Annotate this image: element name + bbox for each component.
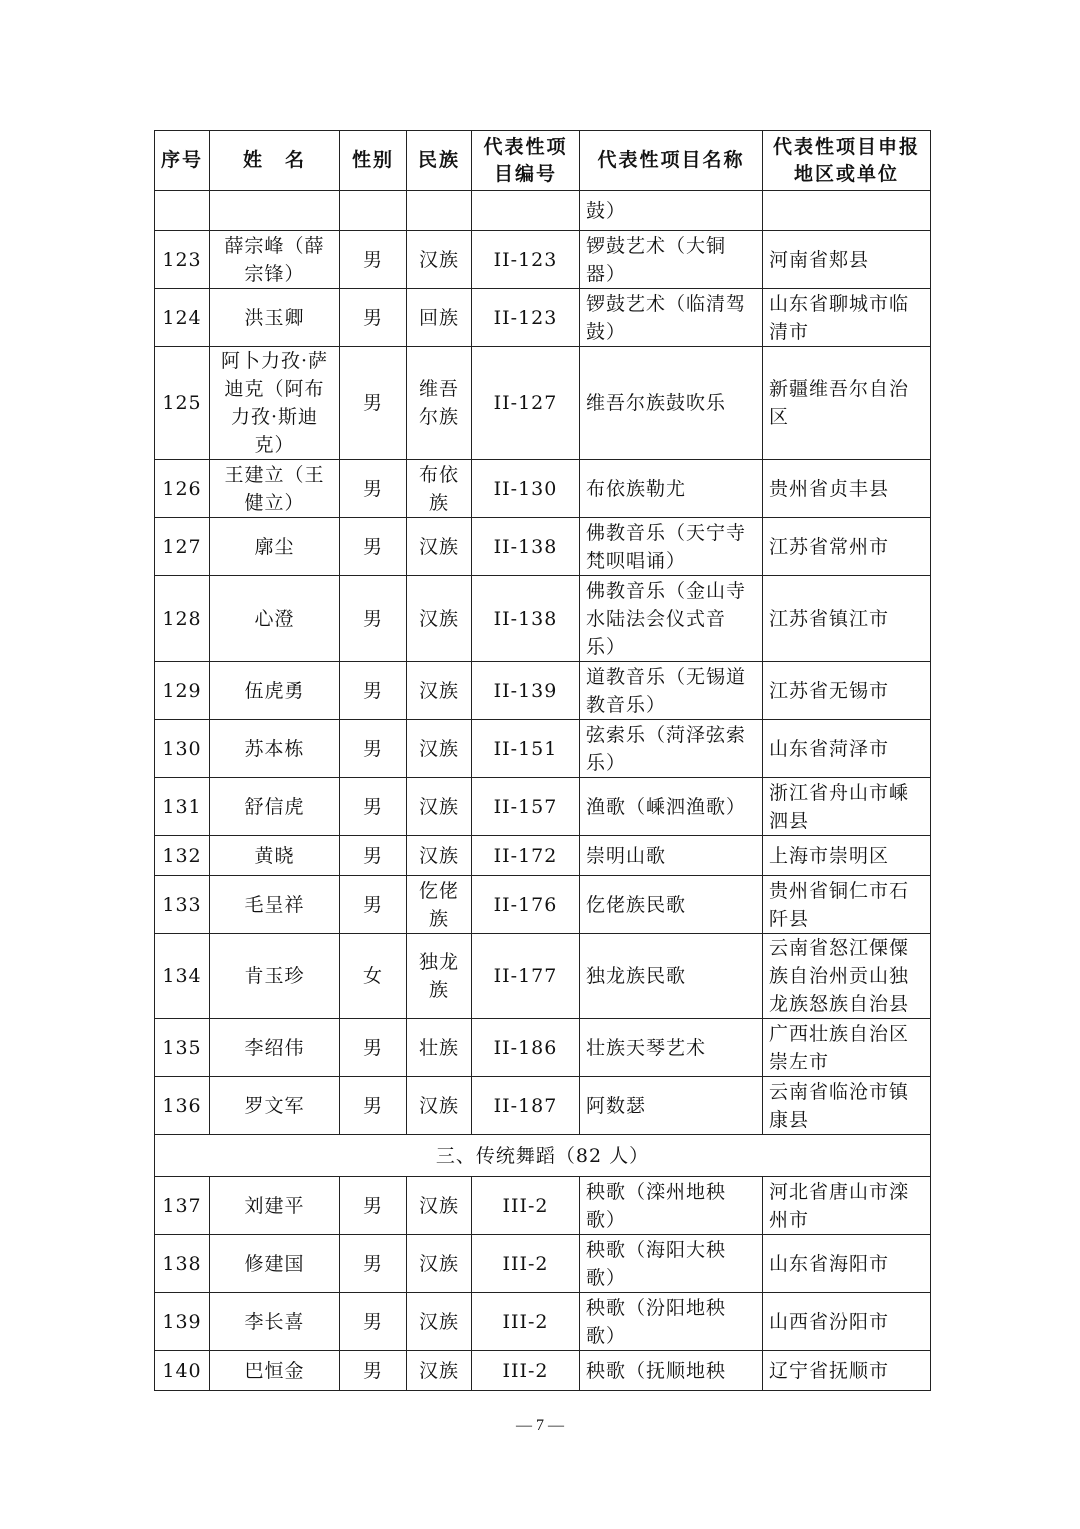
cell-region: 广西壮族自治区崇左市 (763, 1019, 931, 1077)
cell-name: 廓尘 (210, 518, 340, 576)
cell-region: 江苏省常州市 (763, 518, 931, 576)
cell-gender: 男 (340, 836, 407, 876)
table-row (155, 662, 931, 720)
cell-ethnicity: 汉族 (407, 778, 472, 836)
cell-ethnicity: 壮族 (407, 1019, 472, 1077)
cell-no: 133 (155, 876, 210, 934)
cell-region (763, 191, 931, 231)
table-row (155, 1177, 931, 1235)
cell-no: 123 (155, 231, 210, 289)
cell-name: 心澄 (210, 576, 340, 662)
cell-code: II-172 (472, 836, 580, 876)
cell-no: 130 (155, 720, 210, 778)
cell-name: 舒信虎 (210, 778, 340, 836)
table-row (155, 876, 931, 934)
cell-ethnicity: 汉族 (407, 1293, 472, 1351)
cell-no: 132 (155, 836, 210, 876)
cell-region: 上海市崇明区 (763, 836, 931, 876)
cell-name: 李长喜 (210, 1293, 340, 1351)
page-number: — 7 — (516, 1417, 564, 1434)
cell-gender: 男 (340, 1351, 407, 1391)
cell-code: II-130 (472, 460, 580, 518)
cell-region: 贵州省铜仁市石阡县 (763, 876, 931, 934)
cell-code: II-186 (472, 1019, 580, 1077)
table-row (155, 347, 931, 460)
cell-project: 秧歌（抚顺地秧 (580, 1351, 763, 1391)
cell-name: 毛呈祥 (210, 876, 340, 934)
cell-project: 弦索乐（菏泽弦索乐） (580, 720, 763, 778)
cell-no: 139 (155, 1293, 210, 1351)
cell-project: 秧歌（汾阳地秧歌） (580, 1293, 763, 1351)
cell-gender: 男 (340, 778, 407, 836)
cell-project: 渔歌（嵊泗渔歌） (580, 778, 763, 836)
heritage-inheritors-table (154, 130, 931, 1391)
cell-name: 修建国 (210, 1235, 340, 1293)
cell-ethnicity: 维吾尔族 (407, 347, 472, 460)
cell-code: II-127 (472, 347, 580, 460)
cell-name (210, 191, 340, 231)
table-body (155, 191, 931, 1391)
cell-project: 壮族天琴艺术 (580, 1019, 763, 1077)
table-row (155, 460, 931, 518)
cell-region: 云南省怒江傈僳族自治州贡山独龙族怒族自治县 (763, 934, 931, 1019)
table-row (155, 1293, 931, 1351)
cell-region: 浙江省舟山市嵊泗县 (763, 778, 931, 836)
cell-name: 薛宗峰（薛宗锋） (210, 231, 340, 289)
cell-region: 河北省唐山市滦州市 (763, 1177, 931, 1235)
cell-project: 鼓） (580, 191, 763, 231)
cell-project: 独龙族民歌 (580, 934, 763, 1019)
cell-gender: 男 (340, 289, 407, 347)
cell-no: 128 (155, 576, 210, 662)
cell-name: 李绍伟 (210, 1019, 340, 1077)
cell-gender: 男 (340, 876, 407, 934)
cell-project: 阿数瑟 (580, 1077, 763, 1135)
cell-name: 苏本栋 (210, 720, 340, 778)
cell-project: 佛教音乐（天宁寺梵呗唱诵） (580, 518, 763, 576)
cell-no: 129 (155, 662, 210, 720)
cell-code: II-138 (472, 576, 580, 662)
cell-code: II-157 (472, 778, 580, 836)
cell-code (472, 191, 580, 231)
cell-name: 洪玉卿 (210, 289, 340, 347)
cell-gender: 男 (340, 1293, 407, 1351)
cell-code: II-151 (472, 720, 580, 778)
cell-gender: 男 (340, 576, 407, 662)
cell-ethnicity: 汉族 (407, 662, 472, 720)
table-row (155, 231, 931, 289)
cell-ethnicity: 汉族 (407, 576, 472, 662)
header-code: 代表性项目编号 (472, 131, 580, 191)
cell-region: 山东省菏泽市 (763, 720, 931, 778)
cell-gender: 男 (340, 662, 407, 720)
cell-no: 134 (155, 934, 210, 1019)
cell-ethnicity: 汉族 (407, 836, 472, 876)
header-project: 代表性项目名称 (580, 131, 763, 191)
cell-ethnicity: 仡佬族 (407, 876, 472, 934)
cell-region: 山东省海阳市 (763, 1235, 931, 1293)
cell-gender: 男 (340, 518, 407, 576)
cell-region: 贵州省贞丰县 (763, 460, 931, 518)
cell-code: II-177 (472, 934, 580, 1019)
cell-ethnicity: 汉族 (407, 518, 472, 576)
table-row (155, 934, 931, 1019)
cell-project: 佛教音乐（金山寺水陆法会仪式音乐） (580, 576, 763, 662)
table-row (155, 518, 931, 576)
cell-name: 王建立（王健立） (210, 460, 340, 518)
cell-ethnicity: 汉族 (407, 1077, 472, 1135)
cell-code: III-2 (472, 1351, 580, 1391)
header-name: 姓 名 (210, 131, 340, 191)
cell-project: 崇明山歌 (580, 836, 763, 876)
cell-region: 山西省汾阳市 (763, 1293, 931, 1351)
cell-no: 127 (155, 518, 210, 576)
table-header-row (155, 131, 931, 191)
cell-no: 124 (155, 289, 210, 347)
cell-project: 锣鼓艺术（大铜器） (580, 231, 763, 289)
cell-project: 道教音乐（无锡道教音乐） (580, 662, 763, 720)
header-gender: 性别 (340, 131, 407, 191)
cell-no: 138 (155, 1235, 210, 1293)
table-row (155, 576, 931, 662)
cell-code: II-123 (472, 289, 580, 347)
cell-name: 肯玉珍 (210, 934, 340, 1019)
cell-ethnicity: 汉族 (407, 231, 472, 289)
cell-gender: 男 (340, 720, 407, 778)
cell-gender: 男 (340, 460, 407, 518)
table-row (155, 289, 931, 347)
cell-no: 136 (155, 1077, 210, 1135)
cell-gender: 男 (340, 347, 407, 460)
cell-gender: 男 (340, 1019, 407, 1077)
table-row (155, 836, 931, 876)
cell-project: 仡佬族民歌 (580, 876, 763, 934)
cell-code: II-187 (472, 1077, 580, 1135)
cell-no: 137 (155, 1177, 210, 1235)
cell-region: 江苏省无锡市 (763, 662, 931, 720)
cell-region: 云南省临沧市镇康县 (763, 1077, 931, 1135)
cell-region: 河南省郏县 (763, 231, 931, 289)
cell-region: 辽宁省抚顺市 (763, 1351, 931, 1391)
cell-region: 江苏省镇江市 (763, 576, 931, 662)
header-no: 序号 (155, 131, 210, 191)
cell-ethnicity: 独龙族 (407, 934, 472, 1019)
cell-project: 布依族勒尤 (580, 460, 763, 518)
cell-ethnicity: 回族 (407, 289, 472, 347)
cell-ethnicity: 布依族 (407, 460, 472, 518)
cell-project: 秧歌（海阳大秧歌） (580, 1235, 763, 1293)
cell-no: 135 (155, 1019, 210, 1077)
cell-no (155, 191, 210, 231)
cell-gender: 女 (340, 934, 407, 1019)
cell-region: 山东省聊城市临清市 (763, 289, 931, 347)
cell-code: II-176 (472, 876, 580, 934)
cell-gender: 男 (340, 1235, 407, 1293)
cell-gender: 男 (340, 231, 407, 289)
cell-name: 阿卜力孜·萨迪克（阿布力孜·斯迪克） (210, 347, 340, 460)
header-region: 代表性项目申报地区或单位 (763, 131, 931, 191)
cell-code: II-138 (472, 518, 580, 576)
cell-gender (340, 191, 407, 231)
cell-code: III-2 (472, 1293, 580, 1351)
table-row (155, 720, 931, 778)
cell-code: III-2 (472, 1235, 580, 1293)
cell-name: 罗文军 (210, 1077, 340, 1135)
cell-code: II-123 (472, 231, 580, 289)
cell-ethnicity: 汉族 (407, 1177, 472, 1235)
cell-name: 黄晓 (210, 836, 340, 876)
cell-ethnicity: 汉族 (407, 1235, 472, 1293)
cell-code: II-139 (472, 662, 580, 720)
table-row (155, 1235, 931, 1293)
cell-code: III-2 (472, 1177, 580, 1235)
cell-ethnicity (407, 191, 472, 231)
cell-no: 125 (155, 347, 210, 460)
cell-gender: 男 (340, 1177, 407, 1235)
section-row (155, 1135, 931, 1177)
cell-gender: 男 (340, 1077, 407, 1135)
section-title: 三、传统舞蹈（82 人） (155, 1135, 931, 1177)
cell-project: 秧歌（滦州地秧歌） (580, 1177, 763, 1235)
table-row (155, 1077, 931, 1135)
cell-project: 维吾尔族鼓吹乐 (580, 347, 763, 460)
cell-name: 伍虎勇 (210, 662, 340, 720)
table-row (155, 778, 931, 836)
table-row (155, 191, 931, 231)
cell-name: 巴恒金 (210, 1351, 340, 1391)
table-row (155, 1019, 931, 1077)
table-row (155, 1351, 931, 1391)
cell-name: 刘建平 (210, 1177, 340, 1235)
cell-region: 新疆维吾尔自治区 (763, 347, 931, 460)
cell-no: 126 (155, 460, 210, 518)
header-ethnicity: 民族 (407, 131, 472, 191)
cell-ethnicity: 汉族 (407, 720, 472, 778)
cell-no: 140 (155, 1351, 210, 1391)
cell-ethnicity: 汉族 (407, 1351, 472, 1391)
cell-no: 131 (155, 778, 210, 836)
cell-project: 锣鼓艺术（临清驾鼓） (580, 289, 763, 347)
